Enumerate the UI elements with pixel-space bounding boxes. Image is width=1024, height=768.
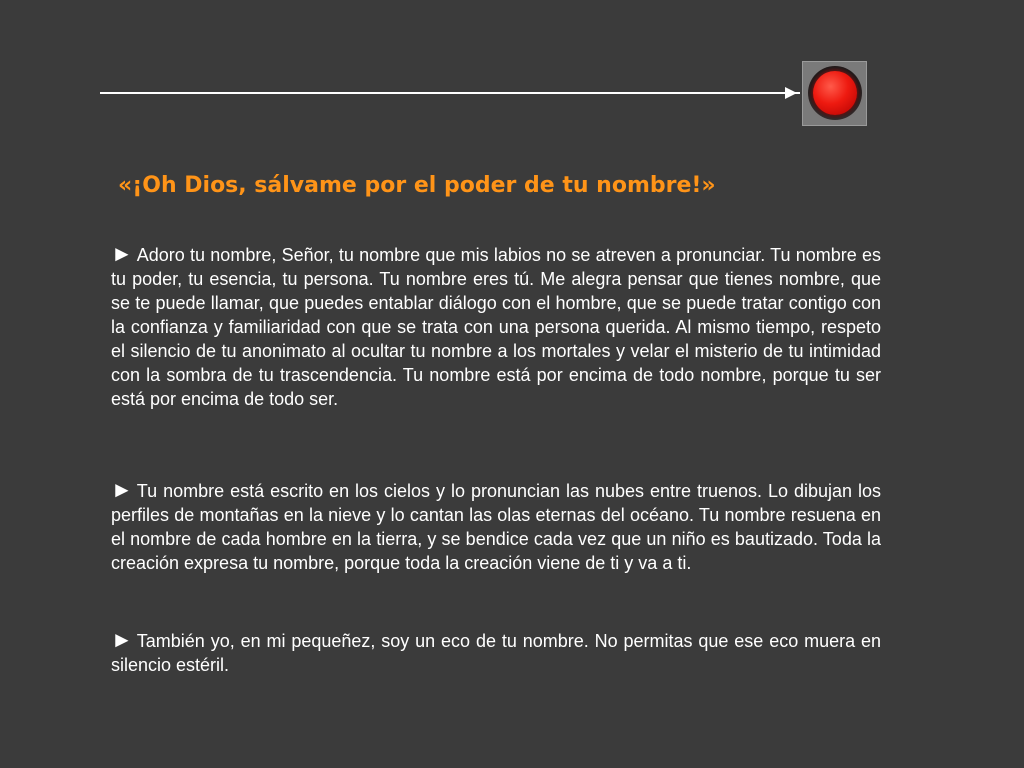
paragraph-3-text: También yo, en mi pequeñez, soy un eco de tu nombre. No permitas que ese eco muera en silencio estéril. bbox=[111, 631, 881, 675]
bullet-icon: ► bbox=[111, 477, 133, 502]
red-light-button[interactable] bbox=[802, 61, 867, 126]
paragraph-2 bbox=[111, 478, 881, 575]
bullet-icon: ► bbox=[111, 241, 133, 266]
right-arrow-icon[interactable] bbox=[785, 87, 797, 99]
page-title: «¡Oh Dios, sálvame por el poder de tu nombre!» bbox=[118, 173, 716, 198]
paragraph-3 bbox=[111, 628, 881, 677]
red-light-icon bbox=[813, 71, 857, 115]
paragraph-1 bbox=[111, 242, 881, 411]
paragraph-1-text: Adoro tu nombre, Señor, tu nombre que mis labios no se atreven a pronunciar. Tu nombre es tu poder, tu esencia, tu persona. Tu nombre eres tú. Me alegra pensar que tienes nombre, que se te puede llamar, que puedes entablar diálogo con el hombre, que se puede tratar contigo con la confianza y familiaridad con que se trata con una persona querida. Al mismo tiempo, respeto el silencio de tu anonimato al ocultar tu nombre a los mortales y velar el misterio de tu intimidad con la sombra de tu trascendencia. Tu nombre está por encima de todo nombre, porque tu ser está por encima de todo ser. bbox=[111, 245, 881, 409]
bullet-icon: ► bbox=[111, 627, 133, 652]
navigation-arrow-line[interactable] bbox=[100, 92, 800, 94]
paragraph-2-text: Tu nombre está escrito en los cielos y lo pronuncian las nubes entre truenos. Lo dibujan los perfiles de montañas en la nieve y lo cantan las olas eternas del océano. Tu nombre resuena en el nombre de cada hombre en la tierra, y se bendice cada vez que un niño es bautizado. Toda la creación expresa tu nombre, porque toda la creación viene de ti y va a ti. bbox=[111, 481, 881, 573]
